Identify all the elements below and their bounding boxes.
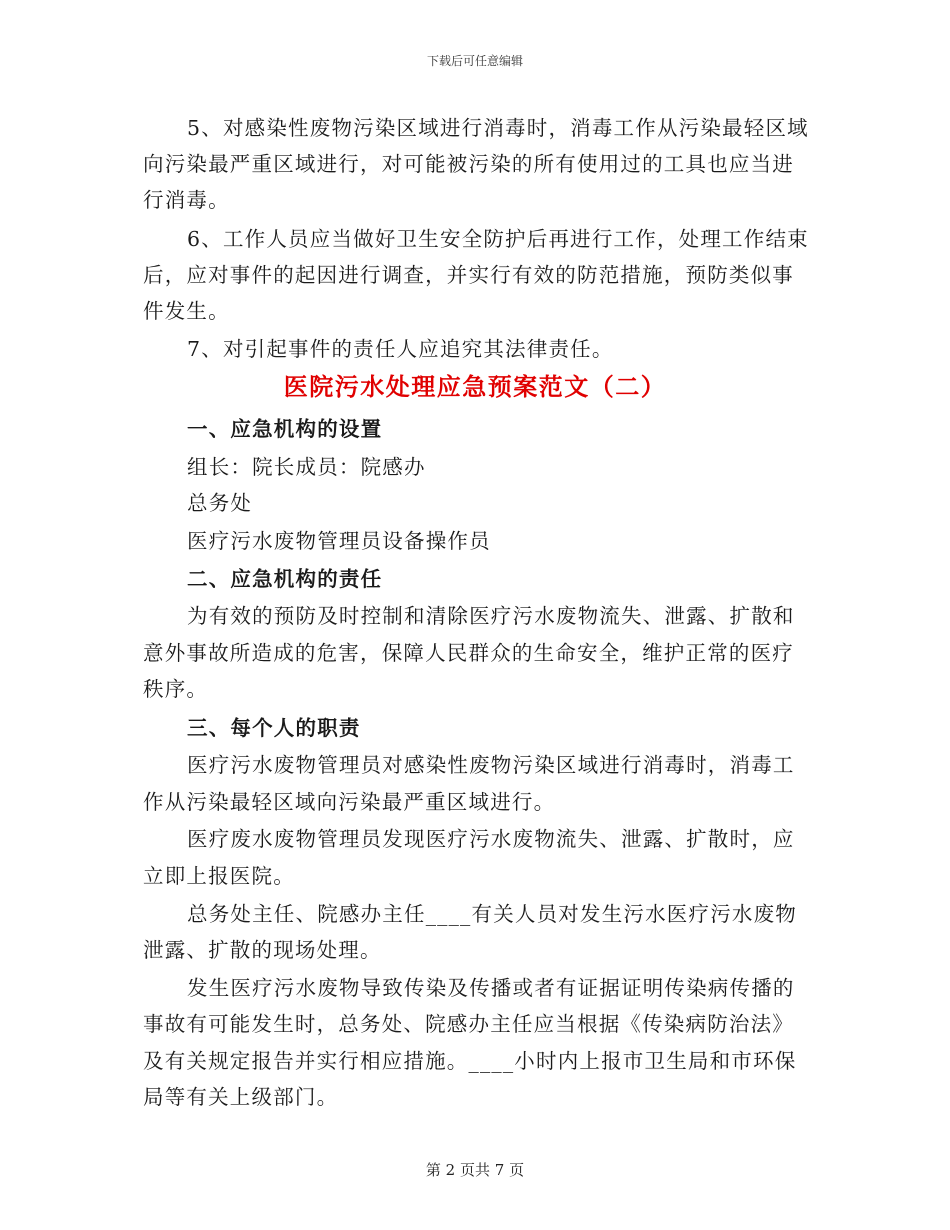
paragraph-line: 意外事故所造成的危害，保障人民群众的生命安全，维护正常的医疗 bbox=[143, 641, 794, 665]
paragraph-line: 为有效的预防及时控制和清除医疗污水废物流失、泄露、扩散和 bbox=[187, 604, 795, 628]
paragraph-line: 医疗废水废物管理员发现医疗污水废物流失、泄露、扩散时，应 bbox=[187, 827, 795, 851]
paragraph-line: 行消毒。 bbox=[143, 188, 230, 212]
paragraph-line: 秩序。 bbox=[143, 677, 209, 701]
paragraph-line: 作从污染最轻区域向污染最严重区域进行。 bbox=[143, 790, 556, 814]
paragraph-line: 立即上报医院。 bbox=[143, 864, 295, 888]
paragraph-line: 医疗污水废物管理员对感染性废物污染区域进行消毒时，消毒工 bbox=[187, 753, 795, 777]
section-heading: 三、每个人的职责 bbox=[187, 716, 361, 740]
paragraph-line: 泄露、扩散的现场处理。 bbox=[143, 938, 382, 962]
paragraph-line: 6、工作人员应当做好卫生安全防护后再进行工作，处理工作结束 bbox=[187, 227, 809, 251]
section-heading: 二、应急机构的责任 bbox=[187, 567, 383, 591]
paragraph-line: 事故有可能发生时，总务处、院感办主任应当根据《传染病防治法》 bbox=[143, 1012, 794, 1036]
paragraph-line: 及有关规定报告并实行相应措施。____小时内上报市卫生局和市环保 bbox=[143, 1049, 797, 1073]
paragraph-line: 5、对感染性废物污染区域进行消毒时，消毒工作从污染最轻区域 bbox=[187, 116, 809, 140]
paragraph-line: 向污染最严重区域进行，对可能被污染的所有使用过的工具也应当进 bbox=[143, 152, 794, 176]
section-heading: 一、应急机构的设置 bbox=[187, 417, 383, 441]
paragraph-line: 组长：院长成员：院感办 bbox=[187, 455, 426, 479]
paragraph-line: 局等有关上级部门。 bbox=[143, 1085, 339, 1109]
paragraph-line: 7、对引起事件的责任人应追究其法律责任。 bbox=[187, 337, 614, 361]
section-title: 医院污水处理应急预案范文（二） bbox=[283, 372, 667, 401]
paragraph-line: 件发生。 bbox=[143, 299, 230, 323]
paragraph-line: 总务处 bbox=[187, 491, 253, 515]
paragraph-line: 医疗污水废物管理员设备操作员 bbox=[187, 529, 491, 553]
page-footer: 第 2 页共 7 页 bbox=[425, 1161, 525, 1179]
paragraph-line: 总务处主任、院感办主任____有关人员对发生污水医疗污水废物 bbox=[187, 902, 797, 926]
paragraph-line: 发生医疗污水废物导致传染及传播或者有证据证明传染病传播的 bbox=[187, 976, 795, 1000]
page-header: 下载后可任意编辑 bbox=[426, 54, 523, 68]
paragraph-line: 后，应对事件的起因进行调查，并实行有效的防范措施，预防类似事 bbox=[143, 263, 794, 287]
